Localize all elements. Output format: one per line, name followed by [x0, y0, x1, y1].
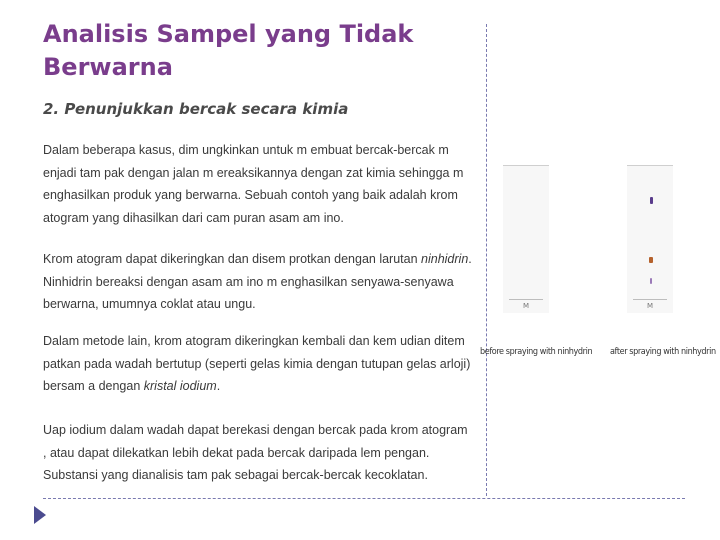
plate-baseline — [633, 299, 667, 300]
slide-subtitle: 2. Penunjukkan bercak secara kimia — [43, 100, 349, 118]
violet-spot — [650, 278, 652, 284]
paragraph-4: Uap iodium dalam wadah dapat berekasi dengan bercak pada krom atogram , atau dapat dilekatkan lebih dekat pada bercak daripada lem pengan. Substansi yang dianalisis tam pak sebagai bercak-bercak kecoklatan. — [43, 423, 468, 482]
paragraph-3 — [43, 330, 473, 398]
slide-title: Analisis Sampel yang Tidak Berwarna — [43, 20, 414, 81]
tlc-plate-before — [503, 165, 549, 313]
paragraph-2-emphasis: ninhidrin — [421, 252, 469, 266]
plate-surface — [627, 165, 673, 313]
paragraph-3-emphasis: kristal iodium — [143, 379, 217, 393]
caption-before: before spraying with ninhydrin — [480, 347, 593, 357]
lane-label: M — [646, 302, 654, 310]
vertical-divider — [486, 24, 487, 496]
caption-after: after spraying with ninhydrin — [610, 347, 716, 357]
paragraph-3-text-a: Dalam metode lain, krom atogram dikeringkan kembali dan kem udian ditem patkan pada wadah bertutup (seperti gelas kimia dengan tutupan gelas arloji) bersam a dengan — [43, 334, 471, 393]
lane-label: M — [522, 302, 530, 310]
tlc-plate-after — [627, 165, 673, 313]
plate-surface — [503, 165, 549, 313]
paragraph-1: Dalam beberapa kasus, dim ungkinkan untuk m embuat bercak-bercak m enjadi tam pak dengan jalan m ereaksikannya dengan zat kimia sehingga m enghasilkan produk yang berwarna. Sebuah contoh yang baik adalah krom atogram yang dihasilkan dari cam puran asam am ino. — [43, 143, 464, 225]
horizontal-divider — [43, 498, 685, 499]
paragraph-2-text-b: . Ninhidrin bereaksi dengan asam am ino m enghasilkan senyawa-senyawa berwarna, umumnya coklat atau ungu. — [43, 252, 472, 311]
brown-spot — [649, 257, 653, 263]
paragraph-3-text-b: . — [216, 379, 221, 393]
purple-spot — [650, 197, 653, 204]
slide-bullet-icon — [34, 506, 46, 524]
paragraph-2 — [43, 248, 473, 316]
plate-baseline — [509, 299, 543, 300]
paragraph-2-text-a: Krom atogram dapat dikeringkan dan disem protkan dengan larutan — [43, 252, 422, 266]
